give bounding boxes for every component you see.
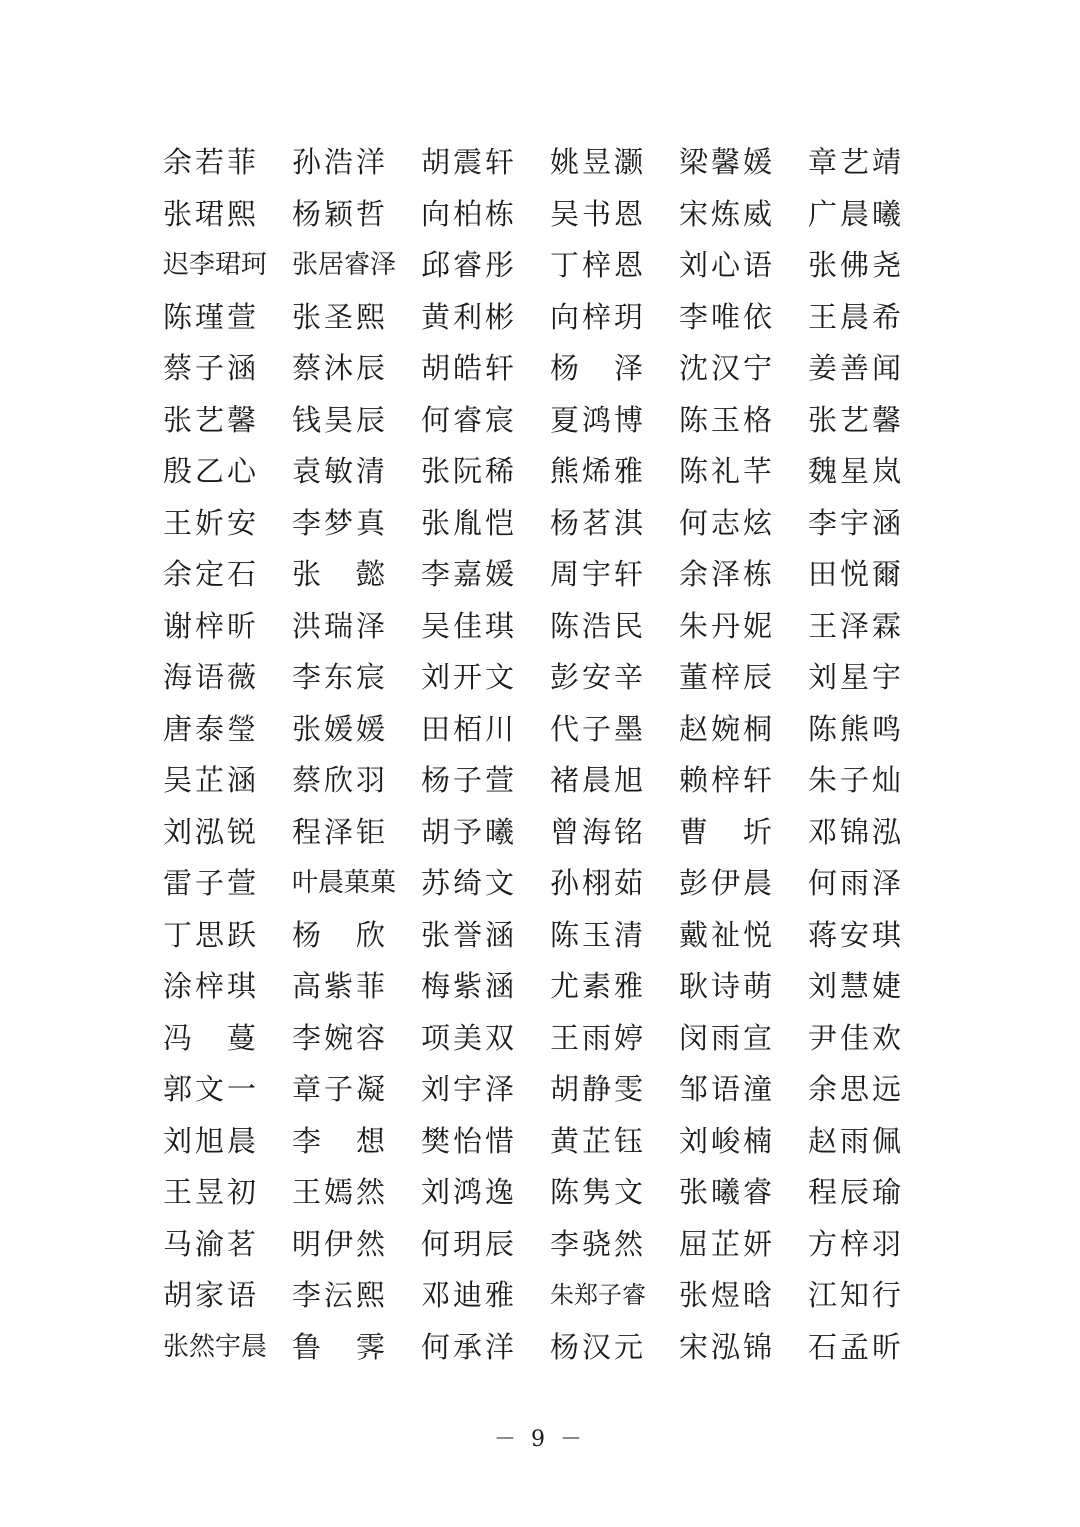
name-entry: 姜善闻 xyxy=(808,351,905,385)
name-entry: 黄芷钰 xyxy=(550,1123,647,1158)
name-entry: 张 懿 xyxy=(292,557,389,591)
name-entry: 胡皓轩 xyxy=(421,351,518,385)
name-entry: 蒋安琪 xyxy=(808,917,905,952)
name-entry: 沈汉宁 xyxy=(679,351,776,385)
name-entry: 褚晨旭 xyxy=(550,763,647,797)
name-entry: 叶晨菓菓 xyxy=(292,868,397,898)
name-entry: 程泽钜 xyxy=(292,814,389,849)
name-entry: 杨 泽 xyxy=(550,351,647,385)
name-row xyxy=(163,1219,923,1271)
name-entry: 王雨婷 xyxy=(550,1020,647,1055)
name-entry: 向梓玥 xyxy=(550,299,647,334)
name-entry: 赵雨佩 xyxy=(808,1123,905,1158)
page-number: － 9 － xyxy=(494,1427,586,1452)
name-entry: 蔡子涵 xyxy=(163,351,260,385)
name-row xyxy=(163,910,923,962)
name-entry: 洪瑞泽 xyxy=(292,608,389,643)
name-entry: 刘心语 xyxy=(679,248,776,282)
name-entry: 张居睿泽 xyxy=(292,250,397,280)
name-entry: 尤素雅 xyxy=(550,969,647,1003)
name-entry: 闵雨宣 xyxy=(679,1020,776,1055)
name-entry: 陈熊鸣 xyxy=(808,711,905,746)
name-entry: 胡震轩 xyxy=(421,145,518,179)
name-row xyxy=(163,858,923,910)
name-entry: 何承洋 xyxy=(421,1329,518,1364)
name-entry: 陈礼芊 xyxy=(679,454,776,488)
name-entry: 丁思跃 xyxy=(163,917,260,952)
name-row xyxy=(163,498,923,550)
name-entry: 张艺馨 xyxy=(163,402,260,437)
name-entry: 唐泰瑩 xyxy=(163,711,260,746)
name-entry: 邓迪雅 xyxy=(421,1278,518,1312)
name-entry: 丁梓恩 xyxy=(550,248,647,282)
name-entry: 张阮稀 xyxy=(421,454,518,488)
name-entry: 张胤恺 xyxy=(421,505,518,540)
name-entry: 程辰瑜 xyxy=(808,1175,905,1209)
name-entry: 向柏栋 xyxy=(421,196,518,231)
name-entry: 邱睿彤 xyxy=(421,248,518,282)
name-entry: 蔡欣羽 xyxy=(292,763,389,797)
name-entry: 张誉涵 xyxy=(421,917,518,952)
name-entry: 夏鸿博 xyxy=(550,402,647,437)
name-entry: 余思远 xyxy=(808,1072,905,1106)
name-entry: 江知行 xyxy=(808,1278,905,1312)
name-entry: 刘慧婕 xyxy=(808,969,905,1003)
name-entry: 张煜晗 xyxy=(679,1278,776,1312)
name-entry: 陈隽文 xyxy=(550,1175,647,1209)
name-entry: 余泽栋 xyxy=(679,557,776,591)
name-entry: 朱郑子睿 xyxy=(550,1281,646,1309)
name-entry: 何志炫 xyxy=(679,505,776,540)
name-row xyxy=(163,652,923,704)
name-entry: 王昱初 xyxy=(163,1175,260,1209)
name-entry: 冯 蔓 xyxy=(163,1020,260,1055)
name-entry: 孙栩茹 xyxy=(550,866,647,900)
name-entry: 刘旭晨 xyxy=(163,1123,260,1158)
name-entry: 张佛尧 xyxy=(808,248,905,282)
name-entry: 袁敏清 xyxy=(292,454,389,488)
name-entry: 陈浩民 xyxy=(550,608,647,643)
name-entry: 黄利彬 xyxy=(421,299,518,334)
name-entry: 梁馨媛 xyxy=(679,145,776,179)
name-entry: 李 想 xyxy=(292,1123,389,1158)
name-row xyxy=(163,601,923,653)
name-entry: 刘峻楠 xyxy=(679,1123,776,1158)
name-entry: 苏绮文 xyxy=(421,866,518,900)
name-entry: 耿诗萌 xyxy=(679,969,776,1003)
name-entry: 魏星岚 xyxy=(808,454,905,488)
name-entry: 赖梓轩 xyxy=(679,763,776,797)
name-entry: 谢梓昕 xyxy=(163,608,260,643)
name-entry: 朱子灿 xyxy=(808,763,905,797)
name-entry: 胡家语 xyxy=(163,1278,260,1312)
name-entry: 马渝茗 xyxy=(163,1226,260,1261)
name-entry: 王嫣然 xyxy=(292,1175,389,1209)
name-entry: 杨茗淇 xyxy=(550,505,647,540)
name-row xyxy=(163,704,923,756)
name-row xyxy=(163,1322,923,1374)
name-entry: 李沄熙 xyxy=(292,1278,389,1312)
name-entry: 迟李珺珂 xyxy=(163,250,268,280)
name-entry: 周宇轩 xyxy=(550,557,647,591)
name-entry: 张圣熙 xyxy=(292,299,389,334)
name-entry: 蔡沐辰 xyxy=(292,351,389,385)
name-entry: 胡静雯 xyxy=(550,1072,647,1106)
name-entry: 杨 欣 xyxy=(292,917,389,952)
name-entry: 何雨泽 xyxy=(808,866,905,900)
name-row xyxy=(163,395,923,447)
name-entry: 张媛媛 xyxy=(292,711,389,746)
name-entry: 明伊然 xyxy=(292,1226,389,1261)
name-entry: 杨汉元 xyxy=(550,1329,647,1364)
name-entry: 王妡安 xyxy=(163,505,260,540)
name-entry: 张曦睿 xyxy=(679,1175,776,1209)
name-entry: 田栢川 xyxy=(421,711,518,746)
name-entry: 刘星宇 xyxy=(808,660,905,694)
name-entry: 彭安辛 xyxy=(550,660,647,694)
name-entry: 郭文一 xyxy=(163,1072,260,1106)
name-row xyxy=(163,137,923,189)
name-entry: 陈玉清 xyxy=(550,917,647,952)
name-entry: 殷乙心 xyxy=(163,454,260,488)
name-entry: 海语薇 xyxy=(163,660,260,694)
name-row xyxy=(163,1064,923,1116)
name-row xyxy=(163,189,923,241)
name-entry: 宋炼威 xyxy=(679,196,776,231)
name-entry: 余若菲 xyxy=(163,145,260,179)
name-entry: 陈瑾萱 xyxy=(163,299,260,334)
name-entry: 石孟昕 xyxy=(808,1329,905,1364)
name-entry: 樊怡惜 xyxy=(421,1123,518,1158)
name-entry: 鲁 霁 xyxy=(292,1329,389,1364)
name-row xyxy=(163,1270,923,1322)
name-entry: 广晨曦 xyxy=(808,196,905,231)
name-entry: 李宇涵 xyxy=(808,505,905,540)
name-entry: 吴芷涵 xyxy=(163,763,260,797)
name-entry: 何玥辰 xyxy=(421,1226,518,1261)
name-row xyxy=(163,240,923,292)
name-entry: 章子凝 xyxy=(292,1072,389,1106)
name-entry: 孙浩洋 xyxy=(292,145,389,179)
name-entry: 李骁然 xyxy=(550,1226,647,1261)
name-row xyxy=(163,549,923,601)
name-entry: 屈芷妍 xyxy=(679,1226,776,1261)
name-entry: 章艺靖 xyxy=(808,145,905,179)
name-entry: 田悦爾 xyxy=(808,557,905,591)
name-entry: 杨子萱 xyxy=(421,763,518,797)
name-entry: 宋泓锦 xyxy=(679,1329,776,1364)
name-entry: 杨颖哲 xyxy=(292,196,389,231)
name-entry: 余定石 xyxy=(163,557,260,591)
name-entry: 姚昱灏 xyxy=(550,145,647,179)
name-entry: 戴祉悦 xyxy=(679,917,776,952)
name-entry: 代子墨 xyxy=(550,711,647,746)
name-entry: 方梓羽 xyxy=(808,1226,905,1261)
name-entry: 刘宇泽 xyxy=(421,1072,518,1106)
name-entry: 胡予曦 xyxy=(421,814,518,849)
name-entry: 王晨希 xyxy=(808,299,905,334)
name-entry: 李婉容 xyxy=(292,1020,389,1055)
name-entry: 何睿宸 xyxy=(421,402,518,437)
name-entry: 王泽霖 xyxy=(808,608,905,643)
name-entry: 雷子萱 xyxy=(163,866,260,900)
name-entry: 朱丹妮 xyxy=(679,608,776,643)
name-entry: 项美双 xyxy=(421,1020,518,1055)
name-entry: 刘鸿逸 xyxy=(421,1175,518,1209)
name-entry: 高紫菲 xyxy=(292,969,389,1003)
name-entry: 邓锦泓 xyxy=(808,814,905,849)
name-entry: 邹语潼 xyxy=(679,1072,776,1106)
name-row xyxy=(163,343,923,395)
name-row xyxy=(163,292,923,344)
name-row xyxy=(163,1116,923,1168)
name-entry: 张艺馨 xyxy=(808,402,905,437)
name-entry: 张然宇晨 xyxy=(163,1331,268,1362)
name-entry: 赵婉桐 xyxy=(679,711,776,746)
name-entry: 曹 圻 xyxy=(679,814,776,849)
name-entry: 李东宸 xyxy=(292,660,389,694)
name-entry: 尹佳欢 xyxy=(808,1020,905,1055)
name-row xyxy=(163,755,923,807)
name-entry: 钱昊辰 xyxy=(292,402,389,437)
name-entry: 刘开文 xyxy=(421,660,518,694)
name-row xyxy=(163,961,923,1013)
name-entry: 吴佳琪 xyxy=(421,608,518,643)
name-entry: 梅紫涵 xyxy=(421,969,518,1003)
name-entry: 陈玉格 xyxy=(679,402,776,437)
name-row xyxy=(163,446,923,498)
name-entry: 董梓辰 xyxy=(679,660,776,694)
name-row xyxy=(163,807,923,859)
name-entry: 吴书恩 xyxy=(550,196,647,231)
name-entry: 李嘉媛 xyxy=(421,557,518,591)
name-entry: 李梦真 xyxy=(292,505,389,540)
name-entry: 张珺熙 xyxy=(163,196,260,231)
name-entry: 李唯依 xyxy=(679,299,776,334)
name-entry: 熊烯雅 xyxy=(550,454,647,488)
name-list xyxy=(163,137,923,1373)
name-entry: 曾海铭 xyxy=(550,814,647,849)
name-entry: 彭伊晨 xyxy=(679,866,776,900)
name-row xyxy=(163,1013,923,1065)
name-row xyxy=(163,1167,923,1219)
name-entry: 刘泓锐 xyxy=(163,814,260,849)
name-entry: 涂梓琪 xyxy=(163,969,260,1003)
